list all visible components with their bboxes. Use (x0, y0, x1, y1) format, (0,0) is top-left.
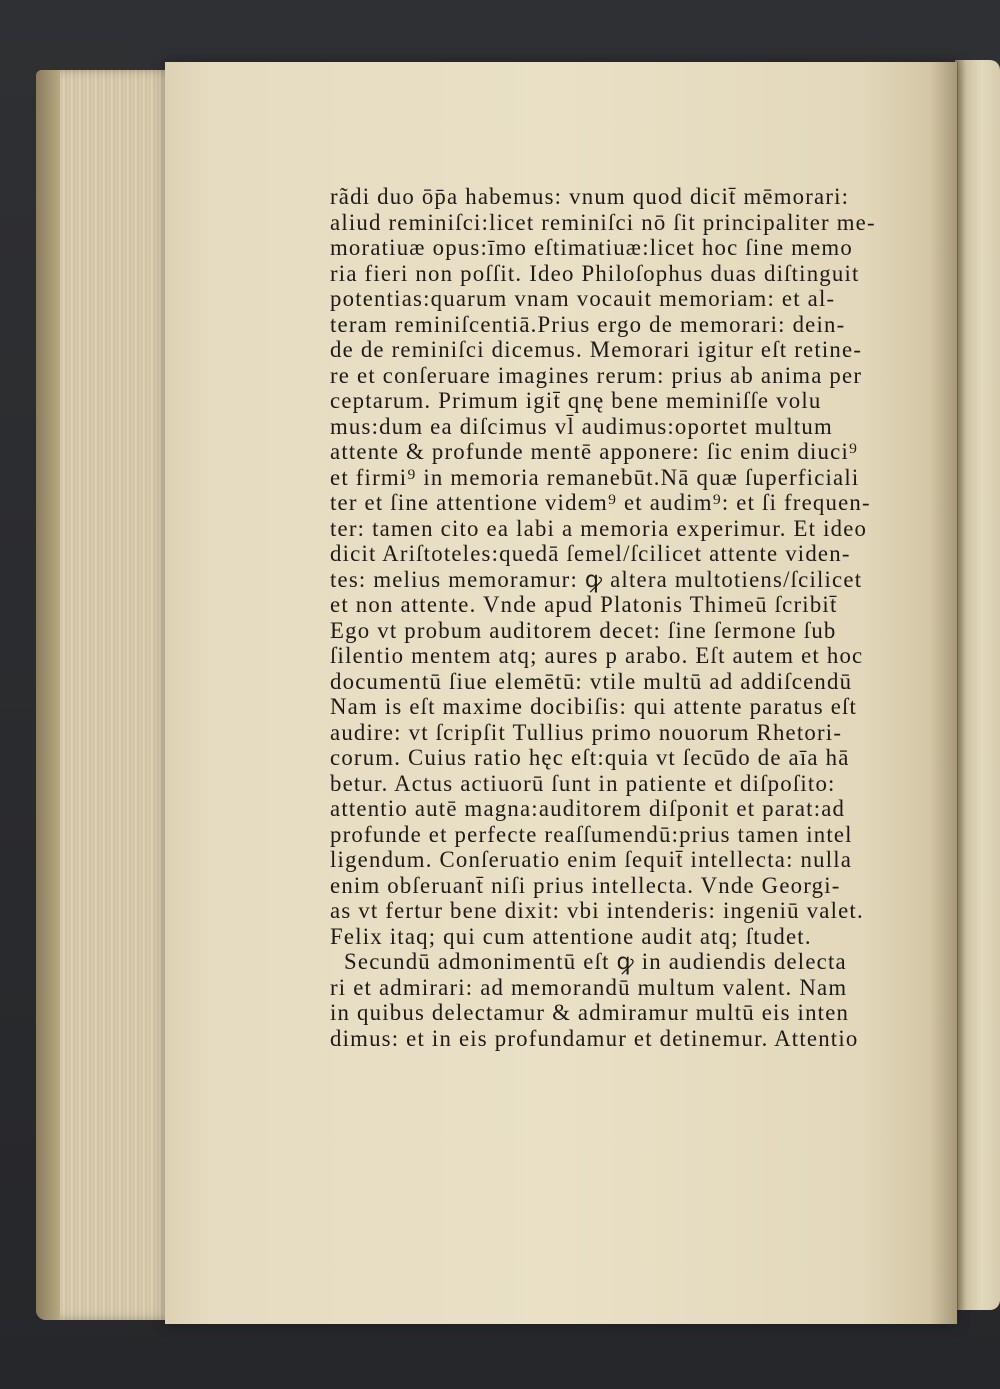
text-line: as vt fertur bene dixit: vbi intenderis: ingeniū valet. (330, 898, 864, 923)
gutter-shadow (930, 62, 958, 1324)
text-line: ter et ſine attentione videm⁹ et audim⁹: et ſi frequen- (330, 490, 871, 515)
facing-page-edge (955, 60, 1000, 1310)
text-line: moratiuæ opus:īmo eſtimatiuæ:licet hoc ſine memo (330, 235, 853, 260)
text-line: enim obſeruant̄ niſi prius intellecta. Vnde Georgi- (330, 872, 841, 898)
text-line: Felix itaq; qui cum attentione audit atq; ſtudet. (330, 923, 812, 949)
text-line: ter: tamen cito ea labi a memoria experimur. Et ideo (330, 515, 868, 541)
text-line: ceptarum. Primum igit̄ qnę bene meminiſſe volu (330, 388, 822, 413)
text-line: dicit Ariſtoteles:quedā ſemel/ſcilicet attente viden- (330, 541, 851, 566)
text-line: tes: melius memoramur: ꝙ altera multotiens/ſcilicet (330, 566, 863, 592)
text-line: in quibus delectamur & admiramur multū eis inten (330, 1000, 850, 1025)
text-line: ligendum. Conſeruatio enim ſequit̄ intellecta: nulla (330, 847, 853, 872)
text-line: Ego vt probum auditorem decet: ſine ſermone ſub (330, 617, 837, 643)
text-line: Nam is eſt maxime docibiſis: qui attente paratus eſt (330, 694, 858, 719)
text-line: et firmi⁹ in memoria remanebūt.Nā quæ ſuperficiali (330, 464, 860, 490)
text-line: mus:dum ea diſcimus vl̄ audimus:oportet multum (330, 413, 833, 439)
text-line: audire: vt ſcripſit Tullius primo nouorum Rhetori- (330, 719, 843, 745)
text-line: documentū ſiue elemētū: vtile multū ad addiſcendū (330, 668, 853, 694)
text-line: de de reminiſci dicemus. Memorari igitur eſt retine- (330, 337, 863, 362)
text-line: aliud reminiſci:licet reminiſci nō ſit principaliter me- (330, 209, 876, 235)
text-line: profunde et perfecte reaſſumendū:prius tamen intel (330, 821, 853, 847)
text-line: teram reminiſcentiā.Prius ergo de memorari: dein- (330, 311, 846, 337)
text-line: potentias:quarum vnam vocauit memoriam: et al- (330, 286, 836, 311)
text-line: Secundū admonimentū eſt ꝙ in audiendis delecta (344, 949, 847, 974)
page-edges-stack (36, 70, 186, 1320)
text-line: attentio autē magna:auditorem diſponit et parat:ad (330, 796, 846, 821)
text-line: ſilentio mentem atq; aures p arabo. Eſt autem et hoc (330, 643, 864, 668)
text-line: attente & profunde mentē apponere: ſic enim diuci⁹ (330, 439, 859, 464)
text-line: corum. Cuius ratio hęc eſt:quia vt ſecūdo de aīa hā (330, 745, 850, 770)
text-line: et non attente. Vnde apud Platonis Thimeū ſcribit̄ (330, 592, 838, 617)
page-text-block (330, 184, 878, 1051)
text-line: ri et admirari: ad memorandū multum valent. Nam (330, 974, 848, 1000)
text-line: ria fieri non poſſit. Ideo Philoſophus duas diſtinguit (330, 260, 860, 286)
text-line: rãdi duo ōp̄a habemus: vnum quod dicit̄ mēmorari: (330, 184, 850, 209)
text-line: re et conſeruare imagines rerum: prius ab anima per (330, 362, 863, 388)
text-line: dimus: et in eis profundamur et detinemur. Attentio (330, 1025, 859, 1051)
text-line: betur. Actus actiuorū ſunt in patiente et diſpoſito: (330, 770, 836, 796)
